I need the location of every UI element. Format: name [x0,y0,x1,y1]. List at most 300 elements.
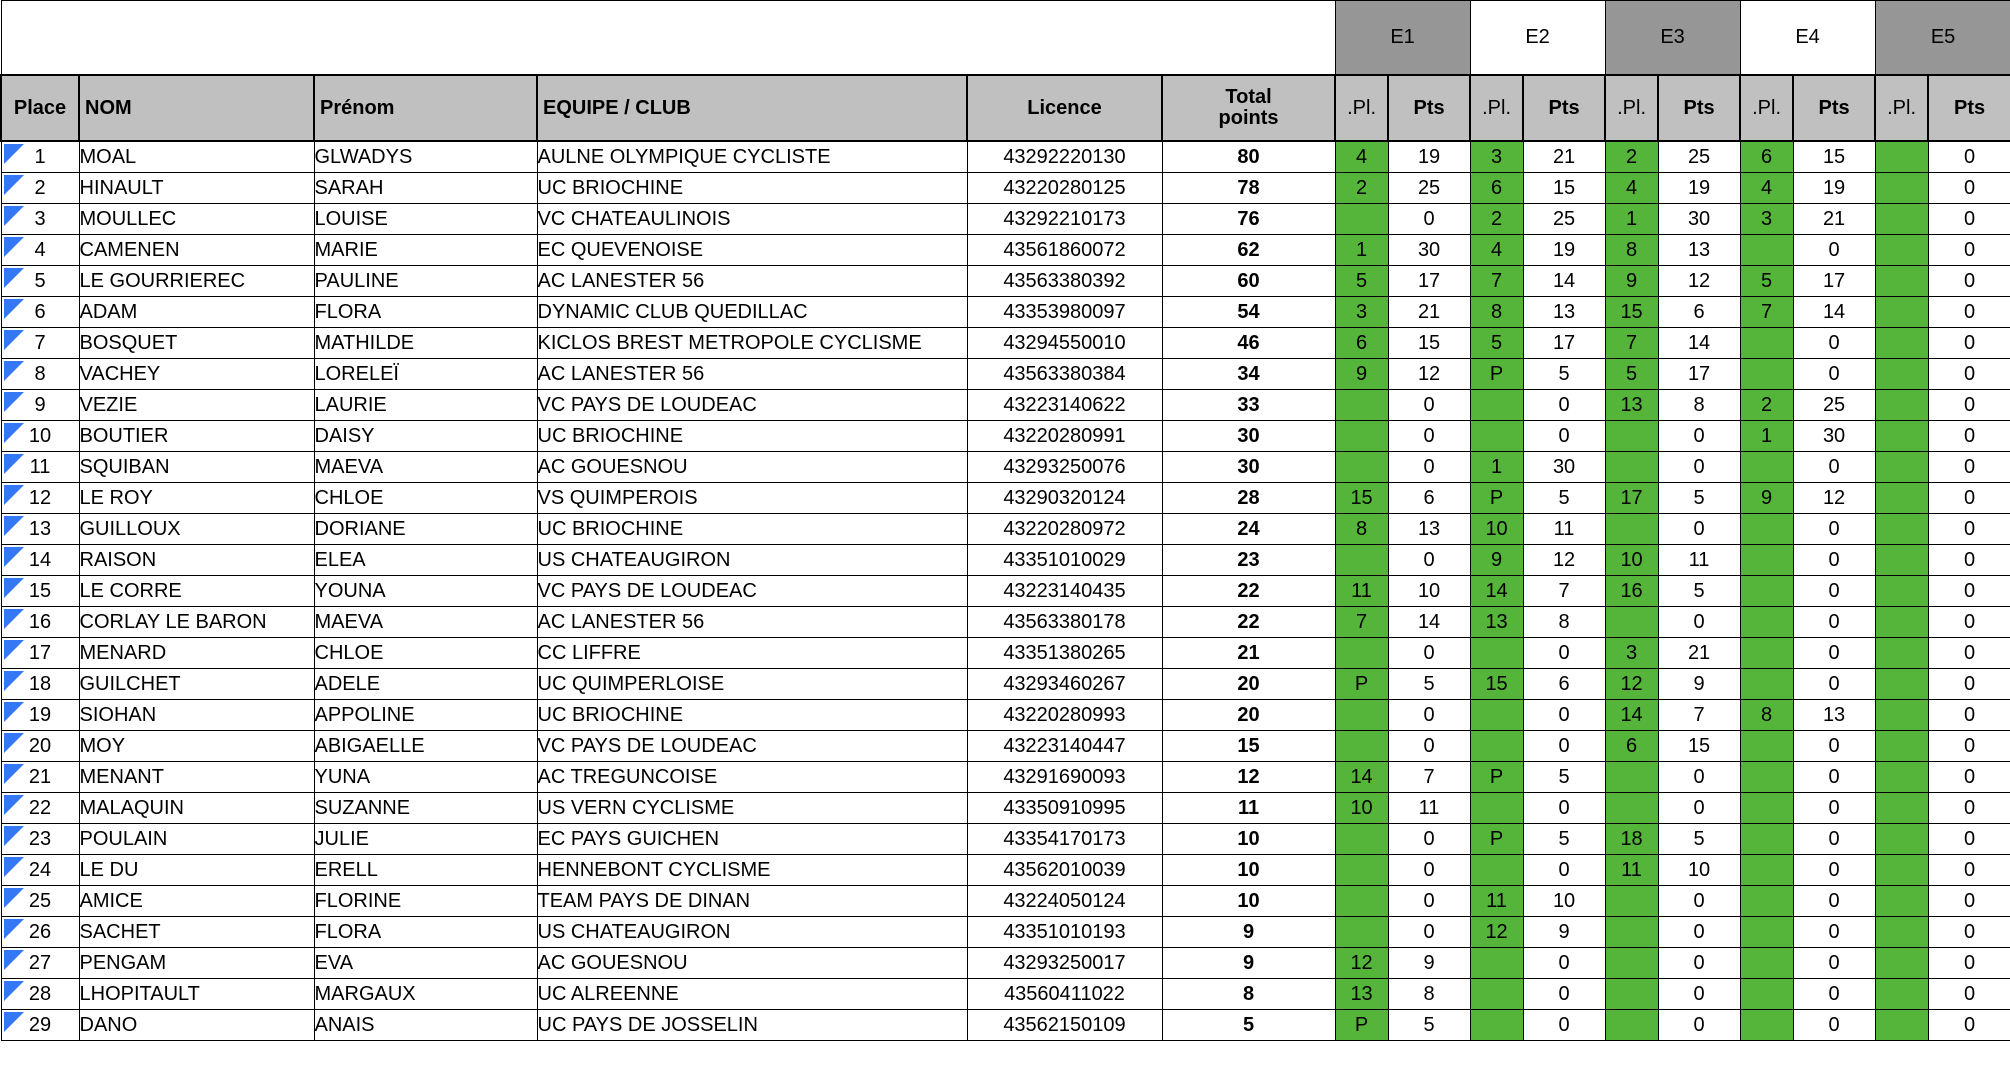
e3-placing-cell[interactable]: 17 [1605,483,1658,514]
licence-cell[interactable]: 43220280991 [967,421,1162,452]
table-row[interactable] [1,421,2010,452]
e4-placing-cell[interactable] [1740,793,1793,824]
e1-placing-cell[interactable] [1335,204,1388,235]
table-row[interactable] [1,607,2010,638]
e3-points-cell[interactable]: 30 [1658,204,1740,235]
place-cell[interactable] [1,141,79,173]
equipe-cell[interactable]: VC PAYS DE LOUDEAC [537,390,967,421]
e5-placing-cell[interactable] [1875,917,1928,948]
place-cell[interactable] [1,638,79,669]
total-points-cell[interactable]: 62 [1162,235,1335,266]
licence-cell[interactable]: 43293250076 [967,452,1162,483]
nom-cell[interactable]: CAMENEN [79,235,314,266]
e2-placing-cell[interactable]: 14 [1470,576,1523,607]
e5-placing-cell[interactable] [1875,266,1928,297]
e2-points-cell[interactable]: 5 [1523,359,1605,390]
equipe-cell[interactable]: AULNE OLYMPIQUE CYCLISTE [537,141,967,173]
e4-placing-cell[interactable] [1740,917,1793,948]
prenom-cell[interactable]: DORIANE [314,514,537,545]
e5-placing-cell[interactable] [1875,793,1928,824]
equipe-cell[interactable]: UC PAYS DE JOSSELIN [537,1010,967,1041]
e5-points-cell[interactable]: 0 [1928,886,2010,917]
e1-placing-cell[interactable]: 4 [1335,141,1388,173]
total-points-cell[interactable]: 28 [1162,483,1335,514]
licence-cell[interactable]: 43560411022 [967,979,1162,1010]
licence-cell[interactable]: 43224050124 [967,886,1162,917]
table-row[interactable] [1,141,2010,173]
e1-points-cell[interactable]: 21 [1388,297,1470,328]
e4-placing-cell[interactable]: 3 [1740,204,1793,235]
e4-placing-cell[interactable]: 2 [1740,390,1793,421]
e1-points-cell[interactable]: 25 [1388,173,1470,204]
e1-placing-cell[interactable]: 1 [1335,235,1388,266]
e5-placing-cell[interactable] [1875,1010,1928,1041]
e2-placing-cell[interactable] [1470,855,1523,886]
e2-points-cell[interactable]: 17 [1523,328,1605,359]
e5-placing-cell[interactable] [1875,452,1928,483]
prenom-cell[interactable]: JULIE [314,824,537,855]
e4-placing-cell[interactable] [1740,979,1793,1010]
e5-points-cell[interactable]: 0 [1928,204,2010,235]
e2-points-cell[interactable]: 6 [1523,669,1605,700]
e1-points-cell[interactable]: 15 [1388,328,1470,359]
e2-placing-cell[interactable]: 2 [1470,204,1523,235]
e4-points-cell[interactable]: 0 [1793,452,1875,483]
e5-points-cell[interactable]: 0 [1928,855,2010,886]
nom-cell[interactable]: VEZIE [79,390,314,421]
e4-points-cell[interactable]: 0 [1793,607,1875,638]
e3-placing-cell[interactable]: 18 [1605,824,1658,855]
equipe-cell[interactable]: KICLOS BREST METROPOLE CYCLISME [537,328,967,359]
prenom-cell[interactable]: FLORA [314,297,537,328]
nom-cell[interactable]: MOY [79,731,314,762]
e5-points-cell[interactable]: 0 [1928,669,2010,700]
e2-placing-cell[interactable] [1470,1010,1523,1041]
e4-points-cell[interactable]: 21 [1793,204,1875,235]
table-row[interactable] [1,638,2010,669]
e3-points-cell[interactable]: 25 [1658,141,1740,173]
e3-points-cell[interactable]: 0 [1658,762,1740,793]
prenom-cell[interactable]: ERELL [314,855,537,886]
e4-points-cell[interactable]: 0 [1793,514,1875,545]
e1-points-cell[interactable]: 10 [1388,576,1470,607]
licence-cell[interactable]: 43293250017 [967,948,1162,979]
e2-points-cell[interactable]: 0 [1523,421,1605,452]
equipe-cell[interactable]: HENNEBONT CYCLISME [537,855,967,886]
total-points-cell[interactable]: 9 [1162,917,1335,948]
equipe-cell[interactable]: AC LANESTER 56 [537,266,967,297]
e5-placing-cell[interactable] [1875,173,1928,204]
equipe-cell[interactable]: DYNAMIC CLUB QUEDILLAC [537,297,967,328]
e4-points-cell[interactable]: 0 [1793,1010,1875,1041]
e1-placing-cell[interactable] [1335,700,1388,731]
e1-placing-cell[interactable]: 8 [1335,514,1388,545]
equipe-cell[interactable]: EC QUEVENOISE [537,235,967,266]
e5-points-cell[interactable]: 0 [1928,235,2010,266]
e2-placing-cell[interactable]: 8 [1470,297,1523,328]
e3-placing-cell[interactable]: 14 [1605,700,1658,731]
nom-cell[interactable]: LE CORRE [79,576,314,607]
licence-cell[interactable]: 43220280125 [967,173,1162,204]
e5-placing-cell[interactable] [1875,979,1928,1010]
prenom-cell[interactable]: MARGAUX [314,979,537,1010]
nom-cell[interactable]: GUILLOUX [79,514,314,545]
e3-points-cell[interactable]: 0 [1658,421,1740,452]
total-points-cell[interactable]: 30 [1162,452,1335,483]
place-cell[interactable] [1,669,79,700]
e5-placing-cell[interactable] [1875,669,1928,700]
e3-placing-cell[interactable] [1605,979,1658,1010]
prenom-cell[interactable]: LAURIE [314,390,537,421]
licence-cell[interactable]: 43291690093 [967,762,1162,793]
e2-placing-cell[interactable] [1470,390,1523,421]
e5-points-cell[interactable]: 0 [1928,917,2010,948]
e3-placing-cell[interactable]: 3 [1605,638,1658,669]
e5-placing-cell[interactable] [1875,886,1928,917]
e2-points-cell[interactable]: 15 [1523,173,1605,204]
e1-points-cell[interactable]: 0 [1388,855,1470,886]
e5-points-cell[interactable]: 0 [1928,483,2010,514]
e5-points-cell[interactable]: 0 [1928,141,2010,173]
e2-placing-cell[interactable]: 13 [1470,607,1523,638]
place-cell[interactable] [1,762,79,793]
e4-points-cell[interactable]: 0 [1793,917,1875,948]
e4-placing-cell[interactable]: 7 [1740,297,1793,328]
place-cell[interactable] [1,452,79,483]
prenom-cell[interactable]: ELEA [314,545,537,576]
e2-points-cell[interactable]: 5 [1523,762,1605,793]
e3-placing-cell[interactable]: 16 [1605,576,1658,607]
table-row[interactable] [1,204,2010,235]
e2-points-cell[interactable]: 5 [1523,824,1605,855]
e2-points-cell[interactable]: 14 [1523,266,1605,297]
prenom-cell[interactable]: MAEVA [314,607,537,638]
e2-placing-cell[interactable]: 12 [1470,917,1523,948]
licence-cell[interactable]: 43293460267 [967,669,1162,700]
e5-points-cell[interactable]: 0 [1928,1010,2010,1041]
prenom-cell[interactable]: MAEVA [314,452,537,483]
e3-points-cell[interactable]: 6 [1658,297,1740,328]
e4-placing-cell[interactable]: 8 [1740,700,1793,731]
e4-points-cell[interactable]: 0 [1793,359,1875,390]
e1-placing-cell[interactable]: 6 [1335,328,1388,359]
e1-placing-cell[interactable]: 11 [1335,576,1388,607]
table-row[interactable] [1,235,2010,266]
total-points-cell[interactable]: 10 [1162,855,1335,886]
e3-points-cell[interactable]: 0 [1658,948,1740,979]
e4-points-cell[interactable]: 0 [1793,235,1875,266]
table-row[interactable] [1,669,2010,700]
e3-placing-cell[interactable]: 5 [1605,359,1658,390]
e1-points-cell[interactable]: 12 [1388,359,1470,390]
e5-placing-cell[interactable] [1875,421,1928,452]
e3-points-cell[interactable]: 8 [1658,390,1740,421]
e4-points-cell[interactable]: 14 [1793,297,1875,328]
e5-placing-cell[interactable] [1875,638,1928,669]
nom-cell[interactable]: LE GOURRIEREC [79,266,314,297]
place-cell[interactable] [1,1010,79,1041]
total-points-cell[interactable]: 78 [1162,173,1335,204]
e1-points-cell[interactable]: 19 [1388,141,1470,173]
e4-points-cell[interactable]: 30 [1793,421,1875,452]
total-points-cell[interactable]: 5 [1162,1010,1335,1041]
e1-placing-cell[interactable]: 5 [1335,266,1388,297]
licence-cell[interactable]: 43561860072 [967,235,1162,266]
total-points-cell[interactable]: 12 [1162,762,1335,793]
table-row[interactable] [1,917,2010,948]
e4-placing-cell[interactable] [1740,514,1793,545]
e4-placing-cell[interactable] [1740,762,1793,793]
e5-points-cell[interactable]: 0 [1928,452,2010,483]
equipe-cell[interactable]: TEAM PAYS DE DINAN [537,886,967,917]
place-cell[interactable] [1,328,79,359]
table-row[interactable] [1,328,2010,359]
e4-points-cell[interactable]: 0 [1793,576,1875,607]
e3-points-cell[interactable]: 13 [1658,235,1740,266]
e3-placing-cell[interactable] [1605,762,1658,793]
e3-points-cell[interactable]: 14 [1658,328,1740,359]
e5-points-cell[interactable]: 0 [1928,576,2010,607]
e3-points-cell[interactable]: 0 [1658,917,1740,948]
place-cell[interactable] [1,824,79,855]
e4-placing-cell[interactable] [1740,328,1793,359]
e1-placing-cell[interactable]: 2 [1335,173,1388,204]
e2-points-cell[interactable]: 11 [1523,514,1605,545]
e3-placing-cell[interactable]: 1 [1605,204,1658,235]
e3-points-cell[interactable]: 0 [1658,979,1740,1010]
e3-points-cell[interactable]: 0 [1658,514,1740,545]
e4-placing-cell[interactable] [1740,607,1793,638]
equipe-cell[interactable]: UC BRIOCHINE [537,700,967,731]
e4-placing-cell[interactable] [1740,731,1793,762]
e4-points-cell[interactable]: 17 [1793,266,1875,297]
e3-points-cell[interactable]: 15 [1658,731,1740,762]
e5-placing-cell[interactable] [1875,390,1928,421]
e1-points-cell[interactable]: 5 [1388,1010,1470,1041]
e2-placing-cell[interactable]: 6 [1470,173,1523,204]
e1-placing-cell[interactable] [1335,638,1388,669]
e3-points-cell[interactable]: 9 [1658,669,1740,700]
prenom-cell[interactable]: EVA [314,948,537,979]
e1-placing-cell[interactable]: 15 [1335,483,1388,514]
e1-placing-cell[interactable] [1335,731,1388,762]
licence-cell[interactable]: 43220280972 [967,514,1162,545]
nom-cell[interactable]: LE DU [79,855,314,886]
total-points-cell[interactable]: 21 [1162,638,1335,669]
e2-placing-cell[interactable] [1470,638,1523,669]
e1-placing-cell[interactable]: 13 [1335,979,1388,1010]
e5-points-cell[interactable]: 0 [1928,173,2010,204]
e2-points-cell[interactable]: 0 [1523,793,1605,824]
e5-points-cell[interactable]: 0 [1928,948,2010,979]
e1-points-cell[interactable]: 0 [1388,421,1470,452]
e2-placing-cell[interactable]: 1 [1470,452,1523,483]
place-cell[interactable] [1,204,79,235]
e2-placing-cell[interactable]: 5 [1470,328,1523,359]
e1-placing-cell[interactable]: 9 [1335,359,1388,390]
e1-points-cell[interactable]: 0 [1388,917,1470,948]
e2-points-cell[interactable]: 5 [1523,483,1605,514]
licence-cell[interactable]: 43351010193 [967,917,1162,948]
prenom-cell[interactable]: YOUNA [314,576,537,607]
e5-placing-cell[interactable] [1875,700,1928,731]
e3-placing-cell[interactable] [1605,421,1658,452]
e4-points-cell[interactable]: 0 [1793,979,1875,1010]
prenom-cell[interactable]: GLWADYS [314,141,537,173]
table-row[interactable] [1,1010,2010,1041]
e4-points-cell[interactable]: 0 [1793,731,1875,762]
e2-points-cell[interactable]: 0 [1523,638,1605,669]
nom-cell[interactable]: ADAM [79,297,314,328]
equipe-cell[interactable]: UC QUIMPERLOISE [537,669,967,700]
licence-cell[interactable]: 43292210173 [967,204,1162,235]
licence-cell[interactable]: 43562010039 [967,855,1162,886]
e5-placing-cell[interactable] [1875,948,1928,979]
e1-points-cell[interactable]: 0 [1388,886,1470,917]
e4-points-cell[interactable]: 12 [1793,483,1875,514]
place-cell[interactable] [1,514,79,545]
prenom-cell[interactable]: ABIGAELLE [314,731,537,762]
total-points-cell[interactable]: 10 [1162,824,1335,855]
e3-placing-cell[interactable] [1605,793,1658,824]
table-row[interactable] [1,731,2010,762]
e2-placing-cell[interactable]: 9 [1470,545,1523,576]
e3-points-cell[interactable]: 0 [1658,1010,1740,1041]
place-cell[interactable] [1,948,79,979]
prenom-cell[interactable]: FLORINE [314,886,537,917]
licence-cell[interactable]: 43563380384 [967,359,1162,390]
e3-points-cell[interactable]: 10 [1658,855,1740,886]
nom-cell[interactable]: RAISON [79,545,314,576]
e2-points-cell[interactable]: 0 [1523,948,1605,979]
total-points-cell[interactable]: 11 [1162,793,1335,824]
e1-placing-cell[interactable] [1335,855,1388,886]
e1-placing-cell[interactable] [1335,824,1388,855]
licence-cell[interactable]: 43351380265 [967,638,1162,669]
equipe-cell[interactable]: AC GOUESNOU [537,452,967,483]
equipe-cell[interactable]: AC LANESTER 56 [537,607,967,638]
e4-points-cell[interactable]: 0 [1793,855,1875,886]
table-row[interactable] [1,855,2010,886]
e2-points-cell[interactable]: 0 [1523,979,1605,1010]
e4-placing-cell[interactable] [1740,824,1793,855]
e1-points-cell[interactable]: 30 [1388,235,1470,266]
e4-placing-cell[interactable]: 6 [1740,141,1793,173]
prenom-cell[interactable]: YUNA [314,762,537,793]
e1-points-cell[interactable]: 7 [1388,762,1470,793]
prenom-cell[interactable]: CHLOE [314,638,537,669]
nom-cell[interactable]: VACHEY [79,359,314,390]
e2-points-cell[interactable]: 0 [1523,1010,1605,1041]
e3-points-cell[interactable]: 19 [1658,173,1740,204]
e3-placing-cell[interactable] [1605,917,1658,948]
table-row[interactable] [1,886,2010,917]
e3-placing-cell[interactable] [1605,886,1658,917]
e4-points-cell[interactable]: 0 [1793,328,1875,359]
e1-points-cell[interactable]: 0 [1388,700,1470,731]
table-row[interactable] [1,452,2010,483]
equipe-cell[interactable]: US VERN CYCLISME [537,793,967,824]
e1-placing-cell[interactable]: 12 [1335,948,1388,979]
e3-placing-cell[interactable] [1605,452,1658,483]
e3-placing-cell[interactable] [1605,1010,1658,1041]
e5-placing-cell[interactable] [1875,576,1928,607]
e2-placing-cell[interactable] [1470,421,1523,452]
e3-points-cell[interactable]: 21 [1658,638,1740,669]
e4-points-cell[interactable]: 0 [1793,793,1875,824]
equipe-cell[interactable]: UC ALREENNE [537,979,967,1010]
place-cell[interactable] [1,545,79,576]
e2-placing-cell[interactable]: 7 [1470,266,1523,297]
e3-placing-cell[interactable] [1605,607,1658,638]
total-points-cell[interactable]: 80 [1162,141,1335,173]
prenom-cell[interactable]: SARAH [314,173,537,204]
place-cell[interactable] [1,266,79,297]
e1-points-cell[interactable]: 0 [1388,452,1470,483]
e4-points-cell[interactable]: 0 [1793,545,1875,576]
e3-points-cell[interactable]: 12 [1658,266,1740,297]
place-cell[interactable] [1,297,79,328]
place-cell[interactable] [1,235,79,266]
place-cell[interactable] [1,173,79,204]
equipe-cell[interactable]: AC TREGUNCOISE [537,762,967,793]
e1-points-cell[interactable]: 0 [1388,638,1470,669]
e4-placing-cell[interactable] [1740,948,1793,979]
e2-placing-cell[interactable] [1470,948,1523,979]
e5-placing-cell[interactable] [1875,359,1928,390]
prenom-cell[interactable]: SUZANNE [314,793,537,824]
e1-placing-cell[interactable] [1335,886,1388,917]
e2-placing-cell[interactable] [1470,700,1523,731]
e3-placing-cell[interactable] [1605,514,1658,545]
e1-placing-cell[interactable] [1335,452,1388,483]
total-points-cell[interactable]: 60 [1162,266,1335,297]
e2-points-cell[interactable]: 7 [1523,576,1605,607]
e1-placing-cell[interactable]: 7 [1335,607,1388,638]
e5-placing-cell[interactable] [1875,328,1928,359]
nom-cell[interactable]: BOUTIER [79,421,314,452]
e3-placing-cell[interactable]: 13 [1605,390,1658,421]
equipe-cell[interactable]: VC PAYS DE LOUDEAC [537,731,967,762]
e3-points-cell[interactable]: 5 [1658,576,1740,607]
e4-placing-cell[interactable] [1740,359,1793,390]
e1-points-cell[interactable]: 17 [1388,266,1470,297]
licence-cell[interactable]: 43350910995 [967,793,1162,824]
e4-placing-cell[interactable]: 1 [1740,421,1793,452]
place-cell[interactable] [1,979,79,1010]
e3-points-cell[interactable]: 0 [1658,886,1740,917]
e4-points-cell[interactable]: 25 [1793,390,1875,421]
prenom-cell[interactable]: MATHILDE [314,328,537,359]
e1-points-cell[interactable]: 0 [1388,390,1470,421]
table-row[interactable] [1,700,2010,731]
total-points-cell[interactable]: 23 [1162,545,1335,576]
total-points-cell[interactable]: 20 [1162,700,1335,731]
e5-placing-cell[interactable] [1875,824,1928,855]
e3-placing-cell[interactable]: 2 [1605,141,1658,173]
e3-placing-cell[interactable]: 8 [1605,235,1658,266]
place-cell[interactable] [1,917,79,948]
e4-placing-cell[interactable] [1740,576,1793,607]
place-cell[interactable] [1,731,79,762]
e5-points-cell[interactable]: 0 [1928,545,2010,576]
nom-cell[interactable]: CORLAY LE BARON [79,607,314,638]
e5-points-cell[interactable]: 0 [1928,824,2010,855]
e5-points-cell[interactable]: 0 [1928,979,2010,1010]
e5-placing-cell[interactable] [1875,514,1928,545]
e4-points-cell[interactable]: 19 [1793,173,1875,204]
place-cell[interactable] [1,390,79,421]
